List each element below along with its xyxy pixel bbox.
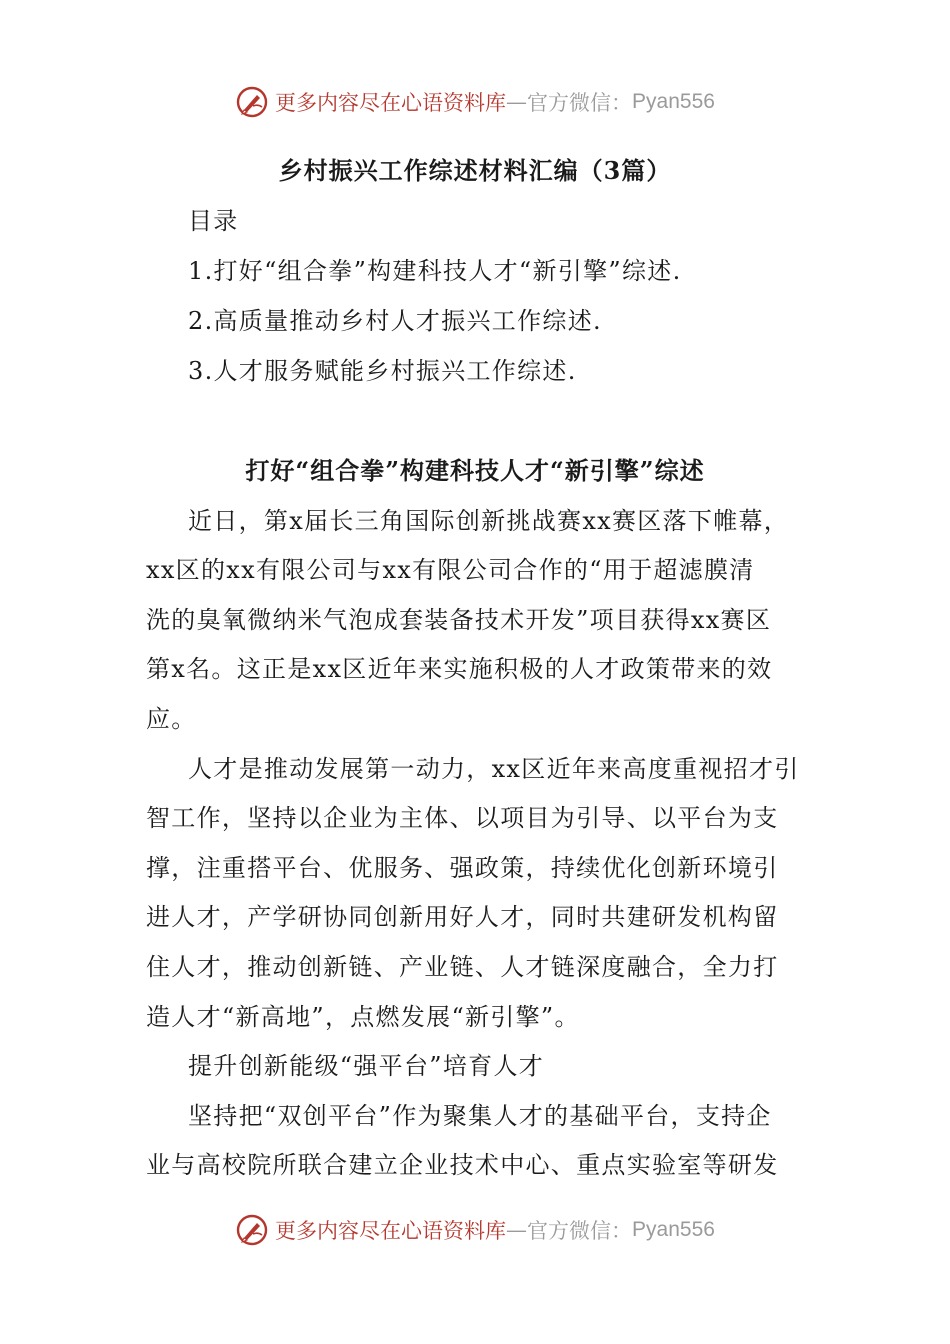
pen-logo-icon	[235, 1213, 269, 1247]
banner-wechat-id: Pyan556	[632, 1218, 715, 1241]
pen-logo-icon	[235, 85, 269, 119]
paragraph-line: 人才是推动发展第一动力，xx区近年来高度重视招才引	[188, 755, 800, 783]
paragraph-line: 第x名。这正是xx区近年来实施积极的人才政策带来的效	[146, 655, 773, 683]
paragraph-line: 智工作，坚持以企业为主体、以项目为引导、以平台为支	[146, 804, 779, 832]
toc-heading: 目录	[188, 207, 239, 235]
section-title: 打好“组合拳”构建科技人才“新引擎”综述	[245, 456, 705, 485]
paragraph-line: 业与高校院所联合建立企业技术中心、重点实验室等研发	[146, 1151, 779, 1179]
paragraph-line: 住人才，推动创新链、产业链、人才链深度融合，全力打	[146, 953, 779, 981]
toc-item: 3.人才服务赋能乡村振兴工作综述.	[188, 357, 577, 385]
paragraph-line: 洗的臭氧微纳米气泡成套装备技术开发”项目获得xx赛区	[146, 606, 772, 634]
banner-main-text: 更多内容尽在心语资料库	[275, 1219, 507, 1243]
header-banner	[0, 80, 950, 124]
toc-item: 1.打好“组合拳”构建科技人才“新引擎”综述.	[188, 257, 682, 285]
paragraph-line: 造人才“新高地”，点燃发展“新引擎”。	[146, 1003, 580, 1031]
banner-dash: —	[506, 1218, 528, 1242]
toc-item: 2.高质量推动乡村人才振兴工作综述.	[188, 307, 602, 335]
paragraph-line: 应。	[146, 705, 197, 733]
paragraph-line: 近日，第x届长三角国际创新挑战赛xx赛区落下帷幕，	[188, 507, 790, 535]
paragraph-line: 撑，注重搭平台、优服务、强政策，持续优化创新环境引	[146, 854, 779, 882]
paragraph-line: 坚持把“双创平台”作为聚集人才的基础平台，支持企	[188, 1102, 772, 1130]
document-title: 乡村振兴工作综述材料汇编（3篇）	[278, 156, 672, 185]
banner-wechat-id: Pyan556	[632, 90, 715, 113]
banner-side-text: 官方微信：	[527, 1219, 633, 1243]
banner-dash: —	[506, 90, 528, 114]
paragraph-line: xx区的xx有限公司与xx有限公司合作的“用于超滤膜清	[146, 556, 755, 584]
subheading: 提升创新能级“强平台”培育人才	[188, 1052, 545, 1080]
paragraph-line: 进人才，产学研协同创新用好人才，同时共建研发机构留	[146, 903, 779, 931]
footer-banner	[0, 1208, 950, 1252]
banner-side-text: 官方微信：	[527, 91, 633, 115]
banner-main-text: 更多内容尽在心语资料库	[275, 91, 507, 115]
